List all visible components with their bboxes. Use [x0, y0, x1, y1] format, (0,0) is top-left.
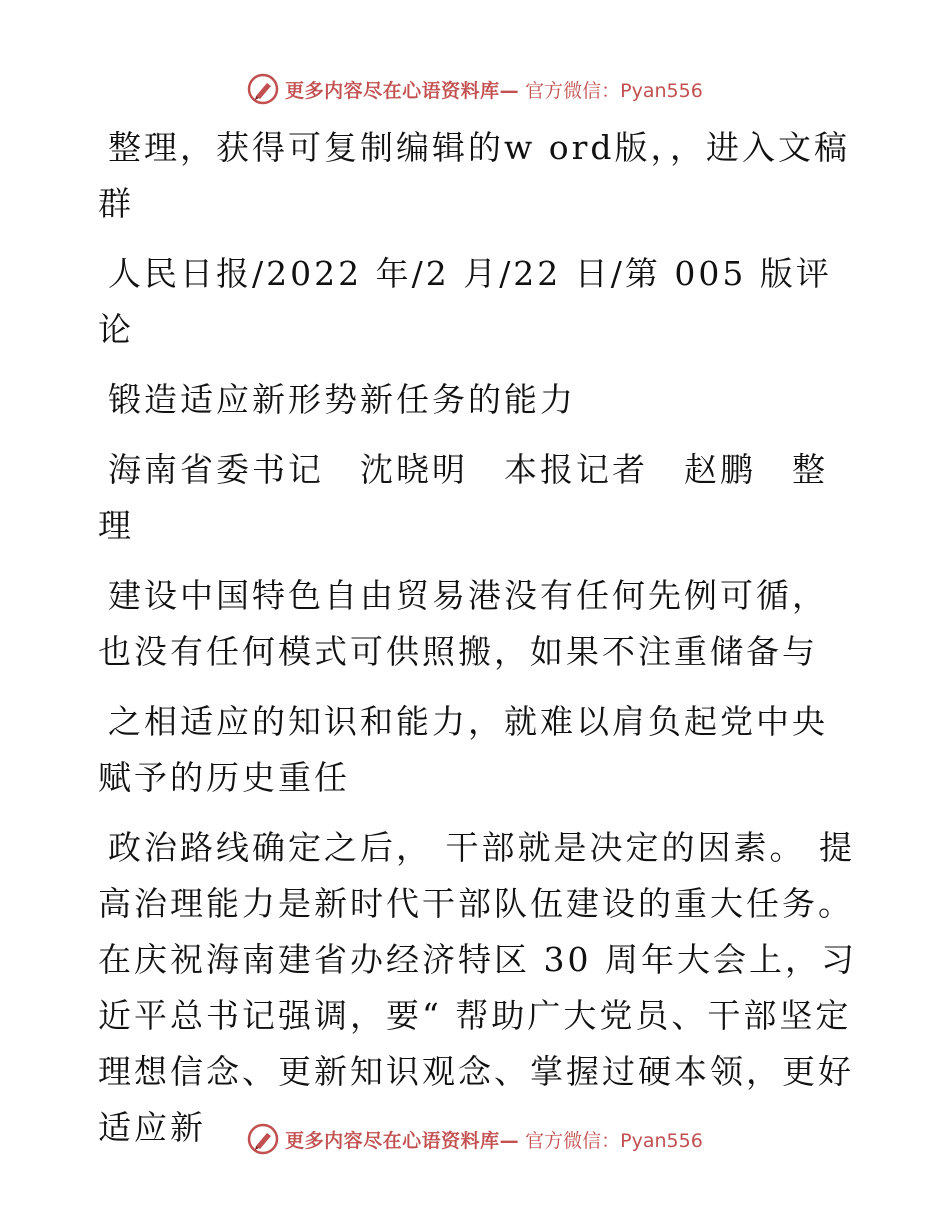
paragraph-source: 人民日报/2022 年/2 月/22 日/第 005 版评论 [98, 254, 832, 349]
paragraph-lead-1: 建设中国特色自由贸易港没有任何先例可循，也没有任何模式可供照搬，如果不注重储备与 [98, 576, 828, 671]
pen-logo-icon [247, 73, 279, 105]
header-banner [0, 72, 950, 106]
footer-banner [0, 1122, 950, 1156]
banner-text: 更多内容尽在心语资料库— [285, 1129, 520, 1152]
banner-contact: 官方微信：Pyan556 [525, 1129, 703, 1152]
pen-logo-icon [247, 1123, 279, 1155]
paragraph-body: 政治路线确定之后， 干部就是决定的因素。 提高治理能力是新时代干部队伍建设的重大任务。在庆祝海南建省办经济特区 30 周年大会上，习近平总书记强调，要“ 帮助广大党员、干部坚定理想信念、更新知识观念、掌握过硬本领，更好适应新 [98, 828, 857, 1147]
paragraph-lead-2: 之相适应的知识和能力，就难以肩负起党中央赋予的历史重任 [98, 702, 828, 797]
paragraph-intro: 整理，获得可复制编辑的w ord版，，进入文稿群 [98, 128, 851, 223]
article-title: 锻造适应新形势新任务的能力 [108, 380, 576, 419]
document-body [98, 120, 858, 1170]
article-byline: 海南省委书记 沈晓明 本报记者 赵鹏 整理 [98, 450, 828, 545]
banner-contact: 官方微信：Pyan556 [525, 79, 703, 102]
banner-text: 更多内容尽在心语资料库— [285, 79, 520, 102]
